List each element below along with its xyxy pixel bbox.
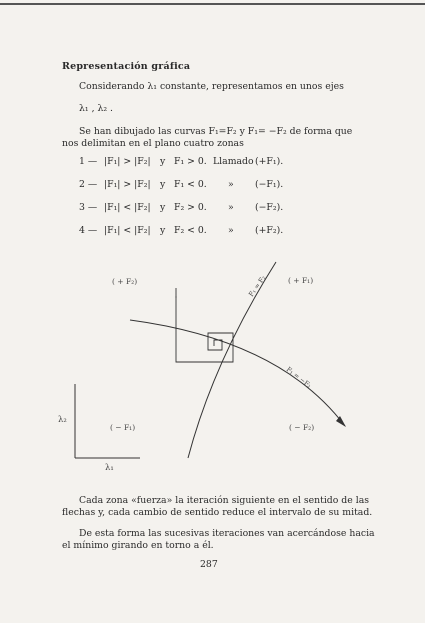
zone-sign: F₂ < 0. [174, 225, 207, 236]
section-heading: Representación gráfica [62, 61, 191, 72]
curve-f1-eq-neg-f2 [130, 320, 345, 426]
axis-label-lambda1: λ₁ [105, 463, 114, 473]
zone-y: y [160, 156, 166, 167]
zone-label-bottom-left: ( − F₁) [110, 423, 136, 432]
zone-note: » [228, 179, 234, 190]
zone-number: 1 — [79, 156, 98, 167]
zone-y: y [160, 225, 166, 236]
zone-condition: |F₁| > |F₂| [104, 156, 151, 167]
outro-2-line-1: De esta forma las sucesivas iteraciones van acercándose hacia [79, 528, 375, 539]
zone-condition: |F₁| < |F₂| [104, 202, 151, 213]
intro-line-2: λ₁ , λ₂ . [79, 103, 114, 114]
zone-condition: |F₁| > |F₂| [104, 179, 151, 190]
page-number: 287 [200, 559, 218, 570]
zone-number: 4 — [79, 225, 98, 236]
zone-y: y [160, 202, 166, 213]
zone-note: » [228, 202, 234, 213]
zone-sign: F₁ < 0. [174, 179, 207, 190]
outro-1-line-1: Cada zona «fuerza» la iteración siguiente en el sentido de las [79, 495, 370, 506]
curve-f1-eq-f2 [188, 262, 276, 458]
zone-sign: F₂ > 0. [174, 202, 207, 213]
zone-label-bottom-right: ( − F₂) [289, 423, 315, 432]
arrowhead [336, 416, 346, 427]
zone-label: (−F₁). [255, 179, 284, 190]
curve-label-f1-eq-f2: F₁ = F₂ [247, 274, 268, 299]
outro-1-line-2: flechas y, cada cambio de sentido reduce el intervalo de su mitad. [62, 507, 373, 518]
zone-label-top-left: ( + F₂) [112, 277, 138, 286]
zone-y: y [160, 179, 166, 190]
zone-label-top-right: ( + F₁) [288, 276, 314, 285]
zone-label: (+F₂). [255, 225, 284, 236]
desc-line-2: nos delimitan en el plano cuatro zonas [62, 138, 244, 149]
zone-label: (−F₂). [255, 202, 284, 213]
intro-line-1: Considerando λ₁ constante, representamos en unos ejes [79, 81, 344, 92]
zone-number: 3 — [79, 202, 98, 213]
zone-condition: |F₁| < |F₂| [104, 225, 151, 236]
curve-label-f1-eq-neg-f2: F₁ = −F₂ [284, 365, 313, 390]
zone-sign: F₁ > 0. [174, 156, 207, 167]
zone-label: (+F₁). [255, 156, 284, 167]
iteration-path [176, 296, 233, 362]
zone-number: 2 — [79, 179, 98, 190]
zone-note: Llamado [213, 156, 254, 167]
axis-label-lambda2: λ₂ [58, 415, 67, 425]
zone-note: » [228, 225, 234, 236]
desc-line-1: Se han dibujado las curvas F₁=F₂ y F₁= −F₂ de forma que [79, 126, 353, 137]
outro-2-line-2: el mínimo girando en torno a él. [62, 540, 214, 551]
